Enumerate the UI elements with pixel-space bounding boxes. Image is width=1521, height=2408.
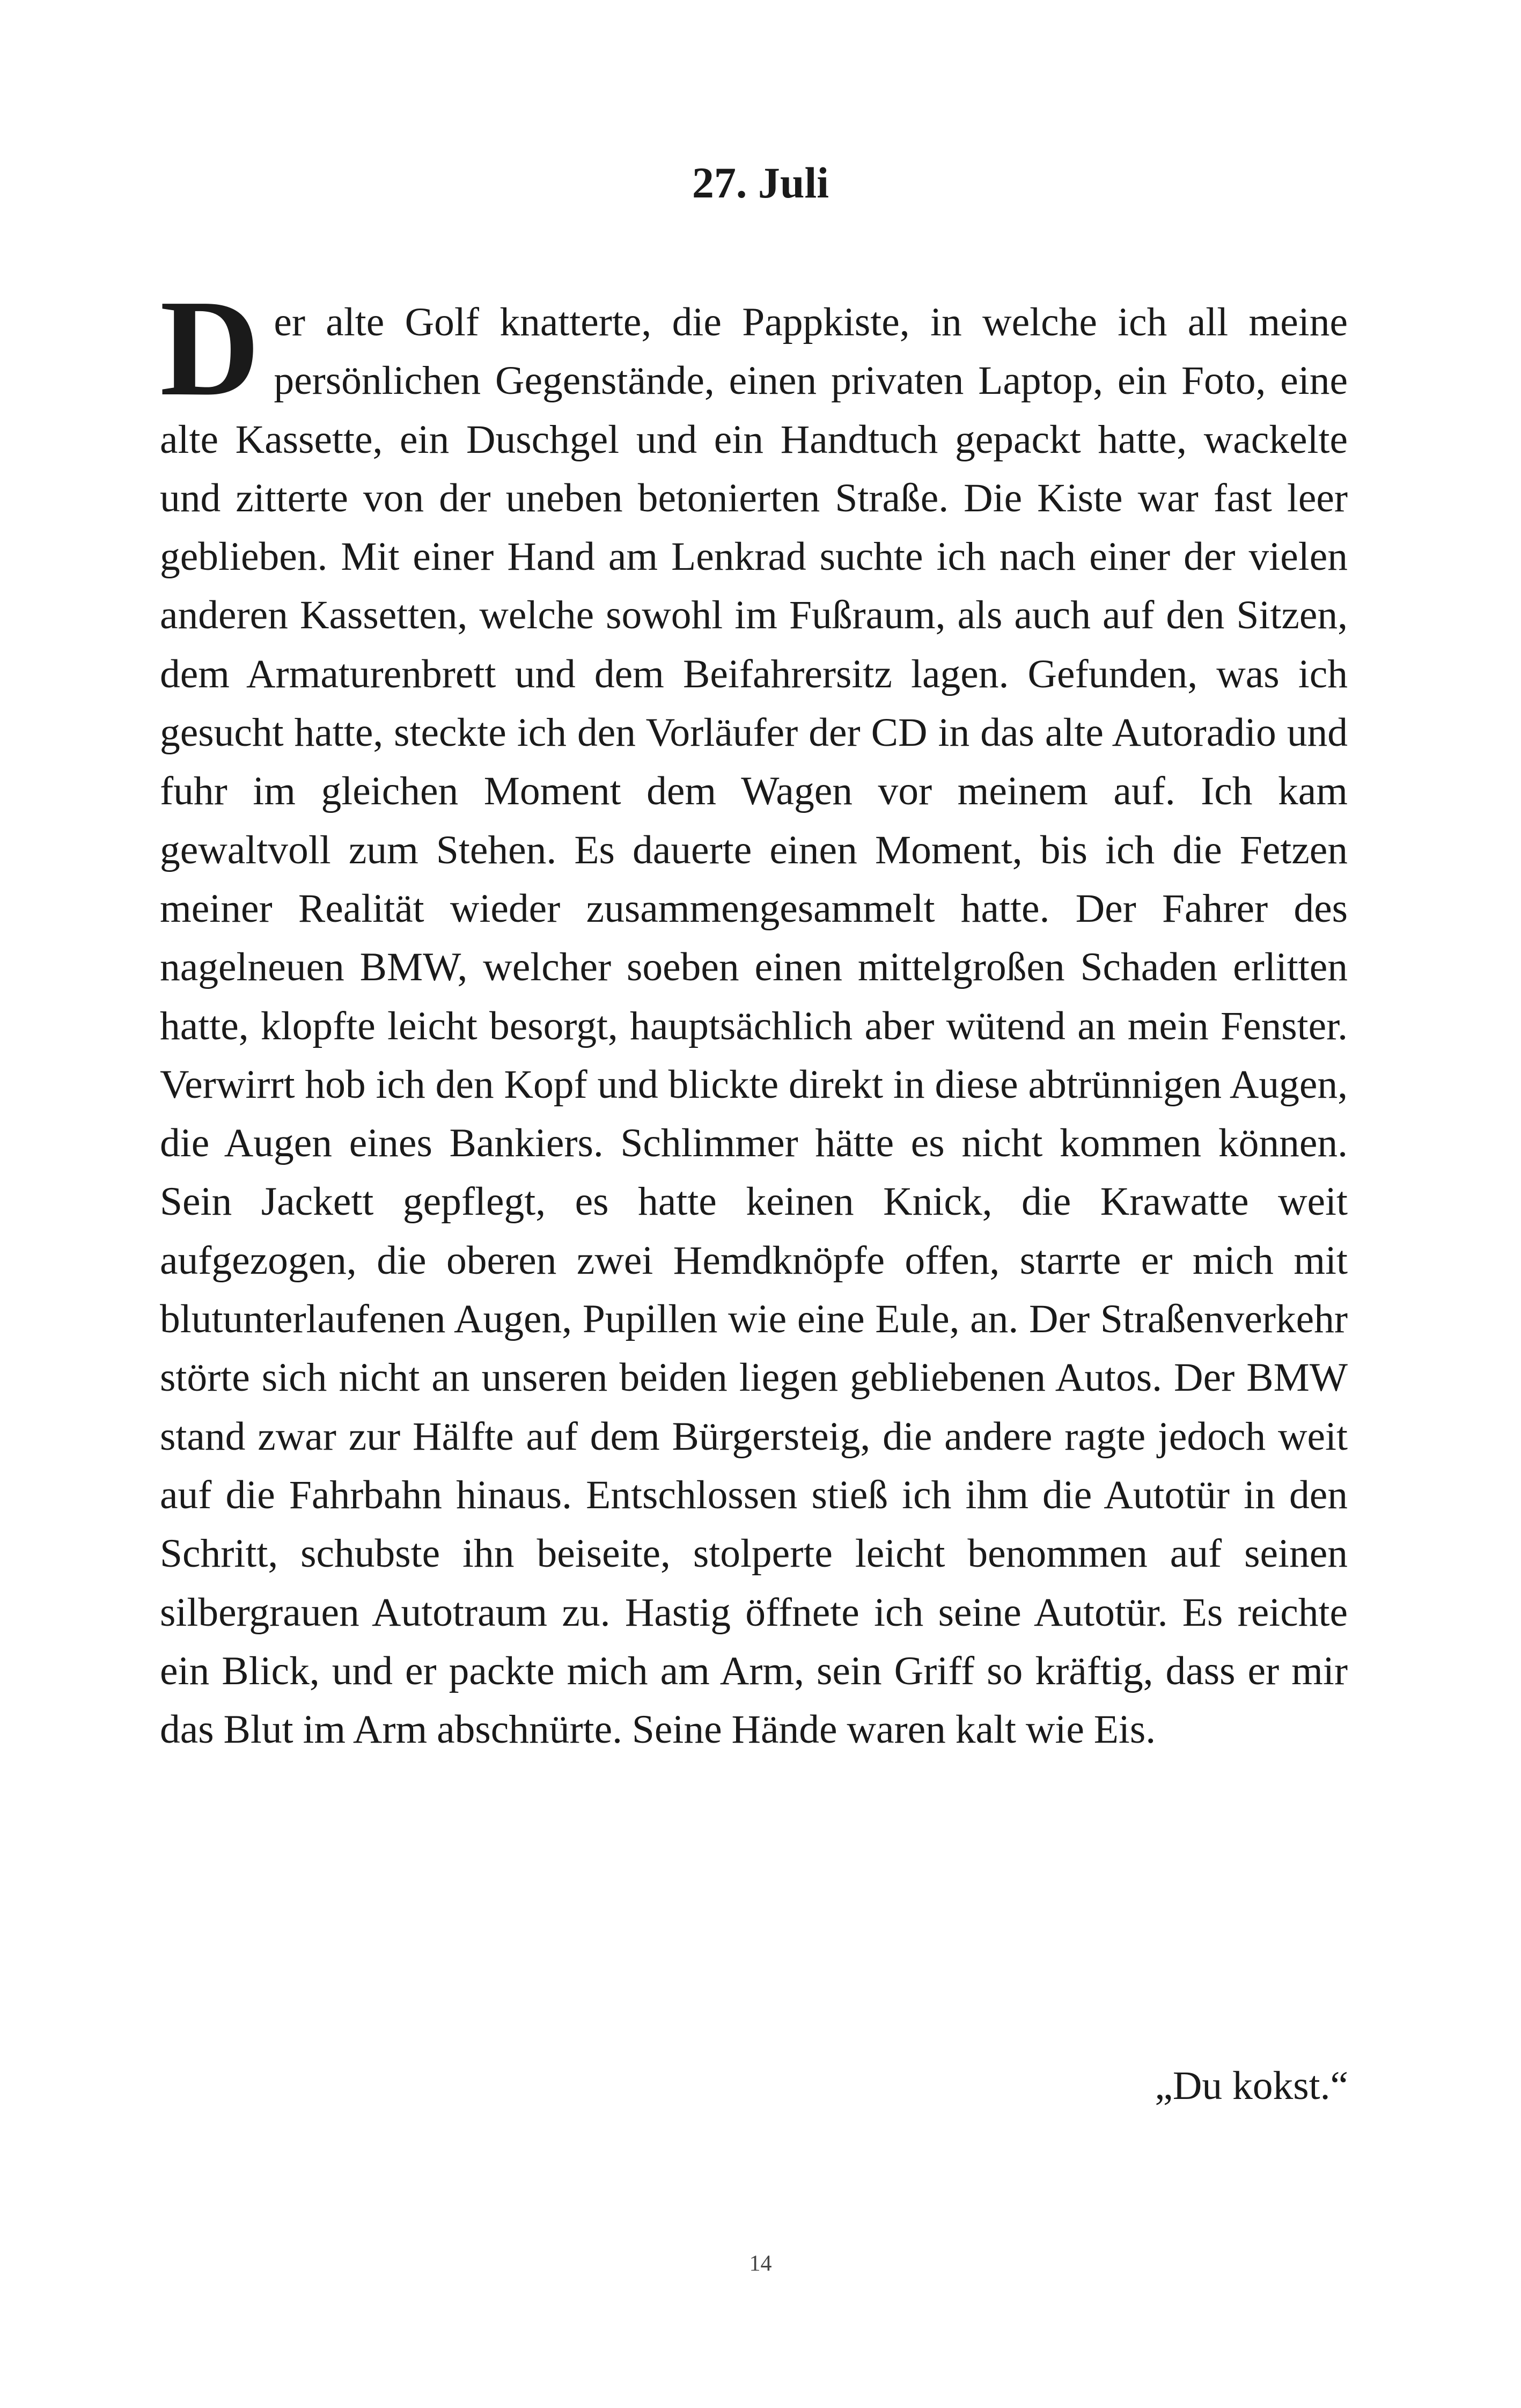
body-paragraph xyxy=(160,271,1348,1759)
body-text-block xyxy=(160,271,1348,1759)
drop-cap: D xyxy=(160,271,260,424)
chapter-title: 27. Juli xyxy=(692,158,829,207)
page-number: 14 xyxy=(749,2251,772,2276)
paragraph-text: er alte Golf knatterte, die Pappkiste, in welche ich all meine persönlichen Gegenstände, einen privaten Laptop, ein Foto, eine alte Kassette, ein Duschgel und ein Handtuch gepackt hatte, wackelte und zitterte von der uneben betonierten Straße. Die Kiste war fast leer geblieben. Mit einer Hand am Lenkrad suchte ich nach einer der vielen anderen Kassetten, welche sowohl im Fußraum, als auch auf den Sitzen, dem Armaturenbrett und dem Beifahrersitz lagen. Gefunden, was ich gesucht hatte, steckte ich den Vorläufer der CD in das alte Autoradio und fuhr im gleichen Moment dem Wagen vor meinem auf. Ich kam gewaltvoll zum Stehen. Es dauerte einen Moment, bis ich die Fetzen meiner Realität wieder zusammengesammelt hatte. Der Fahrer des nagelneuen BMW, welcher soeben einen mittelgroßen Schaden erlitten hatte, klopfte leicht besorgt, hauptsächlich aber wütend an mein Fenster. Verwirrt hob ich den Kopf und blickte direkt in diese abtrünnigen Augen, die Augen eines Bankiers. Schlimmer hätte es nicht kommen können. Sein Jackett gepflegt, es hatte keinen Knick, die Krawatte weit aufgezogen, die oberen zwei Hemdknöpfe offen, starrte er mich mit blutunterlaufenen Augen, Pupillen wie eine Eule, an. Der Straßenverkehr störte sich nicht an unseren beiden liegen gebliebenen Autos. Der BMW stand zwar zur Hälfte auf dem Bürgersteig, die andere ragte jedoch weit auf die Fahrbahn hinaus. Entschlossen stieß ich ihm die Autotür in den Schritt, schubste ihn beiseite, stolperte leicht benommen auf seinen silbergrauen Autotraum zu. Hastig öffnete ich seine Autotür. Es reichte ein Blick, und er packte mich am Arm, sein Griff so kräftig, dass er mir das Blut im Arm abschnürte. Seine Hände waren kalt wie Eis. xyxy=(160,300,1348,1752)
dialogue-line: „Du kokst.“ xyxy=(1155,2064,1348,2108)
